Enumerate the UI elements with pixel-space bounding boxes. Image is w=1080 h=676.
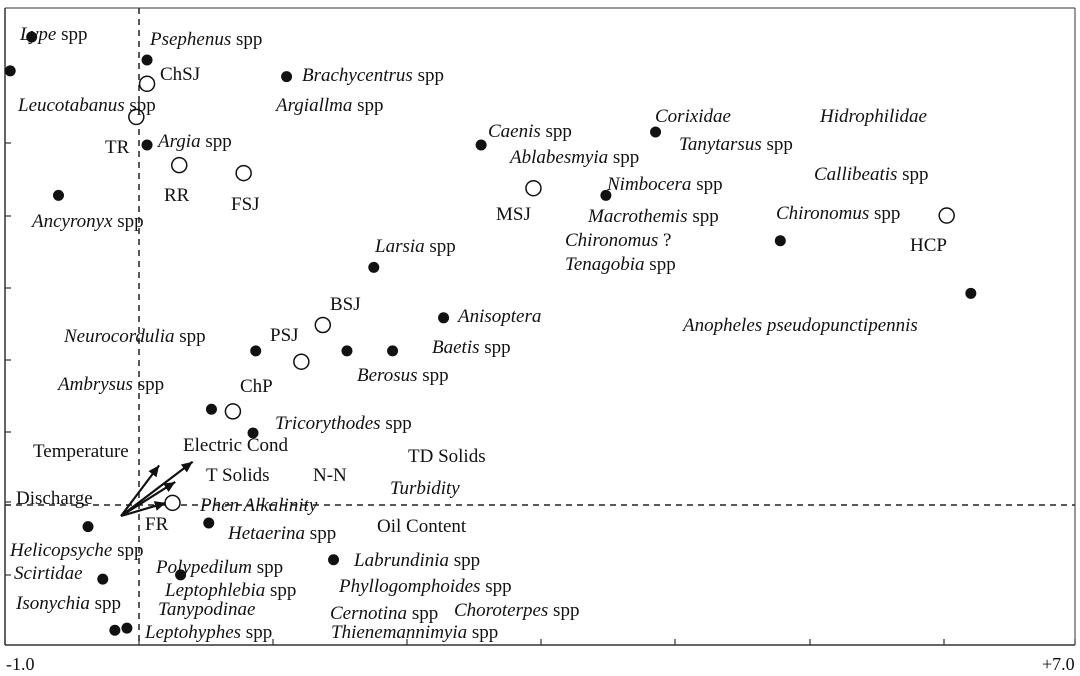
- species-label: [19, 24, 88, 45]
- species-label: [149, 29, 262, 50]
- site-label: MSJ: [496, 204, 531, 225]
- site-point: [172, 158, 187, 173]
- site-point: [939, 208, 954, 223]
- species-label-suffix: spp: [265, 580, 297, 601]
- species-label-name: Lype: [20, 24, 57, 45]
- species-label: [776, 203, 900, 224]
- species-label-name: Neurocordulia: [64, 326, 175, 347]
- species-label: [565, 254, 676, 275]
- species-label-name: Labrundinia: [354, 550, 450, 571]
- species-label-name: Ancyronyx: [32, 211, 113, 232]
- species-label: [606, 174, 723, 195]
- site-label: TR: [105, 137, 130, 158]
- species-point: [142, 140, 153, 151]
- site-point: [225, 404, 240, 419]
- variable-label: Discharge: [16, 488, 93, 509]
- species-label-name: Choroterpes: [454, 600, 549, 621]
- species-label-name: Leucotabanus: [18, 95, 125, 116]
- species-label: [390, 478, 460, 499]
- species-label-name: Hetaerina: [228, 523, 306, 544]
- species-label-name: Ablabesmyia: [510, 147, 609, 168]
- species-point: [281, 71, 292, 82]
- species-point: [476, 140, 487, 151]
- species-label-suffix: spp: [407, 603, 439, 624]
- species-label-name: Turbidity: [390, 478, 460, 499]
- species-label: [681, 315, 918, 336]
- species-label-suffix: spp: [231, 29, 263, 50]
- species-label-name: Psephenus: [150, 29, 232, 50]
- species-label-suffix: spp: [112, 211, 144, 232]
- species-label: [227, 523, 336, 544]
- species-label-name: Hidrophilidae: [820, 106, 927, 127]
- site-point: [236, 166, 251, 181]
- species-label-suffix: spp: [305, 523, 337, 544]
- x-tick-label-max: +7.0: [1042, 654, 1075, 674]
- species-point: [121, 623, 132, 634]
- site-label: PSJ: [270, 325, 299, 346]
- species-label: [814, 164, 929, 185]
- species-label-suffix: spp: [608, 147, 640, 168]
- species-label-suffix: spp: [56, 24, 88, 45]
- variable-label: TD Solids: [408, 446, 486, 467]
- species-label: [164, 580, 296, 601]
- species-label-name: Thienemannimyia: [331, 622, 468, 643]
- species-label-name: Argiallma: [276, 95, 353, 116]
- site-point: [165, 495, 180, 510]
- site-label: FR: [145, 514, 169, 535]
- species-label-name: Brachycentrus: [302, 65, 413, 86]
- vector-arrowhead: [181, 462, 193, 473]
- species-label-suffix: spp: [687, 206, 719, 227]
- species-label-suffix: spp: [352, 95, 384, 116]
- species-label-name: Ambrysus: [58, 374, 133, 395]
- species-label: [30, 211, 144, 232]
- species-point: [203, 518, 214, 529]
- species-label: [15, 593, 121, 614]
- species-label: [63, 326, 206, 347]
- species-label: [14, 563, 83, 584]
- species-label-suffix: spp: [380, 413, 412, 434]
- site-label: FSJ: [231, 194, 260, 215]
- species-label: [302, 65, 444, 86]
- species-label-suffix: spp: [112, 540, 144, 561]
- site-label: HCP: [910, 235, 947, 256]
- site-label: BSJ: [330, 294, 361, 315]
- site-point: [315, 318, 330, 333]
- species-label-name: Chironomus: [776, 203, 870, 224]
- x-tick-label-min: -1.0: [6, 654, 35, 674]
- species-label: [819, 106, 927, 127]
- species-point: [368, 262, 379, 273]
- species-label-suffix: spp: [174, 326, 206, 347]
- species-label-suffix: spp: [252, 557, 284, 578]
- species-label-suffix: spp: [424, 236, 456, 257]
- species-label-suffix: spp: [869, 203, 901, 224]
- species-label: [156, 131, 232, 152]
- species-label: [565, 230, 671, 251]
- species-point: [97, 574, 108, 585]
- species-label-name: Nimbocera: [607, 174, 692, 195]
- species-label-name: Corixidae: [655, 106, 731, 127]
- variable-label: Electric Cond: [183, 435, 288, 456]
- species-point: [650, 127, 661, 138]
- species-label: [508, 147, 639, 168]
- species-label-suffix: spp: [417, 365, 449, 386]
- site-label: ChP: [240, 376, 273, 397]
- species-point: [206, 404, 217, 415]
- species-label-suffix: ?: [658, 230, 672, 251]
- species-label: [679, 134, 793, 155]
- variable-label: N-N: [313, 465, 347, 486]
- species-label: [144, 622, 272, 643]
- species-label-suffix: spp: [200, 131, 232, 152]
- species-label-name: Tanypodinae: [158, 599, 256, 620]
- point-labels: [9, 24, 947, 643]
- species-label: [56, 374, 164, 395]
- species-label: [357, 365, 449, 386]
- site-label: ChSJ: [160, 64, 201, 85]
- species-label-suffix: spp: [241, 622, 273, 643]
- species-label-name: Leptophlebia: [165, 580, 266, 601]
- variable-label: T Solids: [206, 465, 270, 486]
- species-label: [432, 337, 511, 358]
- environmental-vectors: [121, 462, 193, 516]
- species-label-name: Isonychia: [16, 593, 90, 614]
- species-label-name: Argia: [158, 131, 201, 152]
- species-label-suffix: spp: [480, 576, 512, 597]
- species-label-suffix: spp: [540, 121, 572, 142]
- species-label-name: Scirtidae: [14, 563, 83, 584]
- species-point: [387, 345, 398, 356]
- species-label-suffix: spp: [761, 134, 793, 155]
- species-label-name: Tenagobia: [565, 254, 645, 275]
- site-point: [140, 76, 155, 91]
- species-label: [17, 95, 156, 116]
- species-label-name: Polypedilum: [156, 557, 253, 578]
- species-label-suffix: spp: [897, 164, 929, 185]
- species-label-suffix: spp: [412, 65, 444, 86]
- species-point: [83, 521, 94, 532]
- species-label: [488, 121, 572, 142]
- site-label: RR: [164, 185, 190, 206]
- species-label-name: Callibeatis: [814, 164, 898, 185]
- species-label: [330, 603, 438, 624]
- species-point: [775, 235, 786, 246]
- species-label: [353, 550, 480, 571]
- species-label-suffix: spp: [691, 174, 723, 195]
- species-label: [331, 622, 498, 643]
- species-label-name: Chironomus: [565, 230, 659, 251]
- vector-arrowhead: [163, 482, 175, 492]
- species-label: [587, 206, 719, 227]
- species-label-name: Berosus: [357, 365, 418, 386]
- species-label-suffix: spp: [124, 95, 156, 116]
- species-point: [328, 554, 339, 565]
- species-label-name: Tanytarsus: [679, 134, 762, 155]
- species-label-name: Macrothemis: [588, 206, 688, 227]
- species-label-suffix: spp: [548, 600, 580, 621]
- species-label-suffix: spp: [467, 622, 499, 643]
- site-point: [526, 181, 541, 196]
- species-label-name: Phyllogomphoides: [339, 576, 481, 597]
- species-point: [341, 345, 352, 356]
- species-label: [9, 540, 144, 561]
- species-label: [454, 600, 579, 621]
- vector-arrowhead: [149, 465, 160, 477]
- species-label-suffix: spp: [449, 550, 481, 571]
- species-label: [374, 236, 456, 257]
- species-point: [142, 55, 153, 66]
- species-label-suffix: spp: [479, 337, 511, 358]
- species-label-suffix: spp: [89, 593, 122, 614]
- species-label-name: Anisoptera: [458, 306, 542, 327]
- species-label: [274, 95, 384, 116]
- species-label: [655, 106, 731, 127]
- species-point: [438, 312, 449, 323]
- species-point: [250, 345, 261, 356]
- species-label: [338, 576, 512, 597]
- species-label-name: Cernotina: [330, 603, 408, 624]
- species-label-name: Phen Alkalinity: [200, 495, 318, 516]
- species-label: [158, 599, 255, 620]
- species-point: [53, 190, 64, 201]
- species-label-suffix: spp: [132, 374, 165, 395]
- species-label-name: Baetis: [432, 337, 480, 358]
- species-label-suffix: spp: [644, 254, 676, 275]
- species-point: [965, 288, 976, 299]
- species-label: [199, 495, 318, 516]
- species-label: [275, 413, 412, 434]
- species-label-name: Anopheles pseudopunctipennis: [683, 315, 918, 336]
- species-label-name: Helicopsyche: [10, 540, 113, 561]
- species-label-name: Tricorythodes: [275, 413, 381, 434]
- species-label-name: Larsia: [375, 236, 425, 257]
- species-label: [456, 306, 541, 327]
- species-label-name: Caenis: [488, 121, 541, 142]
- species-label-name: Leptohyphes: [145, 622, 242, 643]
- site-point: [294, 354, 309, 369]
- species-label: [155, 557, 283, 578]
- variable-label: Temperature: [33, 441, 129, 462]
- variable-label: Oil Content: [377, 516, 467, 537]
- species-point: [109, 625, 120, 636]
- species-point: [5, 65, 16, 76]
